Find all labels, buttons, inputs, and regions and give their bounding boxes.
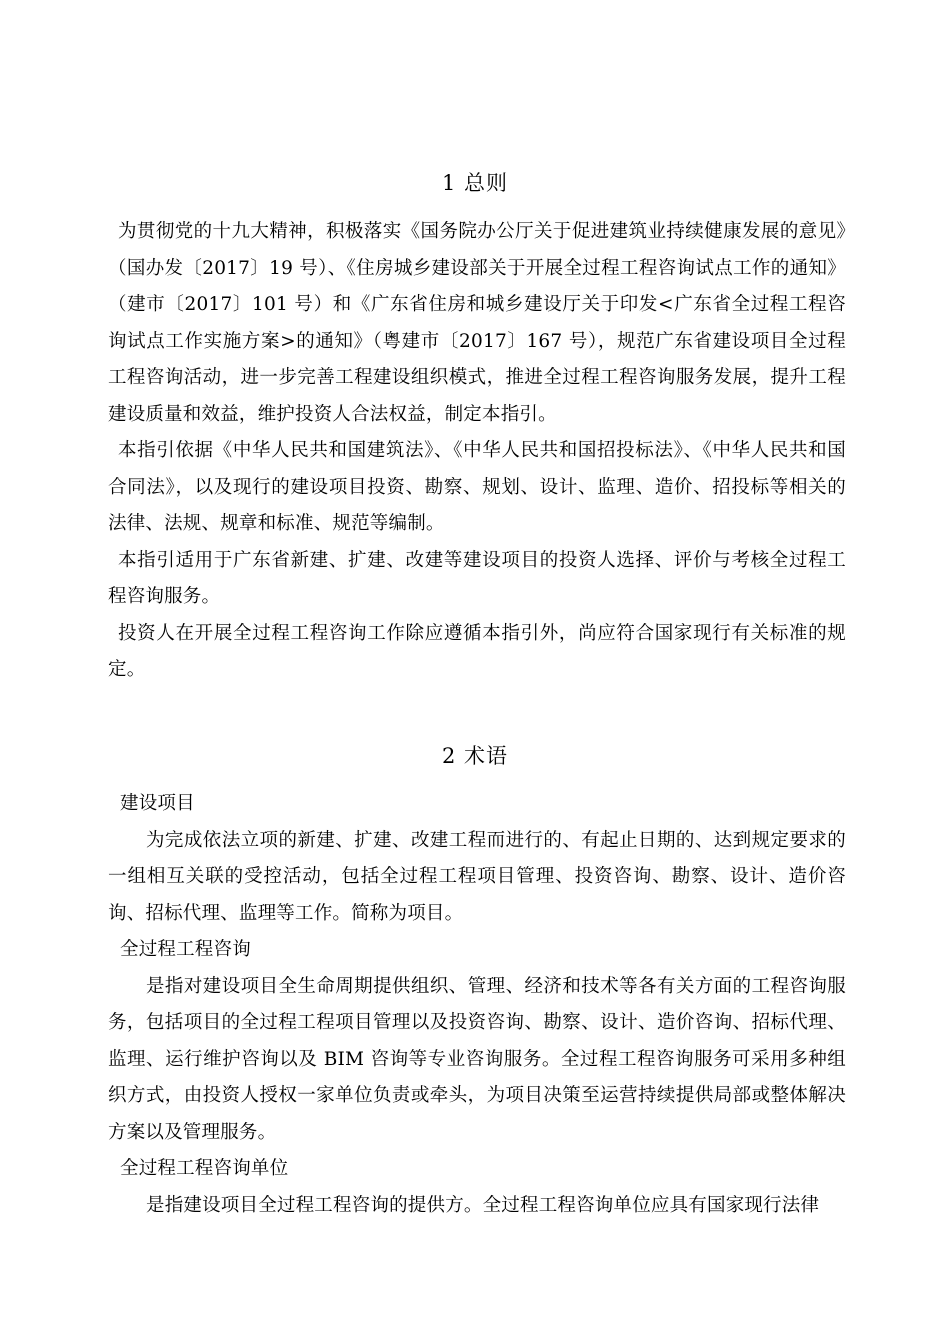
paragraph: 本指引依据《中华人民共和国建筑法》、《中华人民共和国招投标法》、《中华人民共和国合同法》，以及现行的建设项目投资、勘察、规划、设计、监理、造价、招投标等相关的法律、法规、规章和标准、规范等编制。 <box>108 440 846 534</box>
section-terms-body <box>108 786 846 1224</box>
term-definition: 为完成依法立项的新建、扩建、改建工程而进行的、有起止日期的、达到规定要求的一组相互关联的受控活动，包括全过程工程项目管理、投资咨询、勘察、设计、造价咨询、招标代理、监理等工作。简称为项目。 <box>108 829 846 924</box>
section-heading-terms: 2 术语 <box>441 744 509 768</box>
term-title: 建设项目 <box>120 793 195 814</box>
term-title: 全过程工程咨询单位 <box>120 1158 289 1179</box>
term-title: 全过程工程咨询 <box>120 939 251 960</box>
paragraph: 为贯彻党的十九大精神，积极落实《国务院办公厅关于促进建筑业持续健康发展的意见》（国办发〔2017〕19 号）、《住房城乡建设部关于开展全过程工程咨询试点工作的通知》（建市〔2017〕101 号）和《广东省住房和城乡建设厅关于印发<广东省全过程工程咨询试点工作实施方案>的通知》（粤建市〔2017〕167 号），规范广东省建设项目全过程工程咨询活动，进一步完善工程建设组织模式，推进全过程工程咨询服务发展，提升工程建设质量和效益，维护投资人合法权益，制定本指引。 <box>108 221 846 425</box>
section-heading-general: 1 总则 <box>441 171 509 195</box>
term-definition: 是指对建设项目全生命周期提供组织、管理、经济和技术等各有关方面的工程咨询服务，包括项目的全过程工程项目管理以及投资咨询、勘察、设计、造价咨询、招标代理、监理、运行维护咨询以及 BIM 咨询等专业咨询服务。全过程工程咨询服务可采用多种组织方式，由投资人授权一家单位负责或牵头，为项目决策至运营持续提供局部或整体解决方案以及管理服务。 <box>108 975 846 1143</box>
paragraph: 本指引适用于广东省新建、扩建、改建等建设项目的投资人选择、评价与考核全过程工程咨询服务。 <box>108 549 846 607</box>
paragraph: 投资人在开展全过程工程咨询工作除应遵循本指引外，尚应符合国家现行有关标准的规定。 <box>108 622 846 680</box>
section-general-body <box>108 214 846 689</box>
term-definition: 是指建设项目全过程工程咨询的提供方。全过程工程咨询单位应具有国家现行法律 <box>146 1194 820 1216</box>
